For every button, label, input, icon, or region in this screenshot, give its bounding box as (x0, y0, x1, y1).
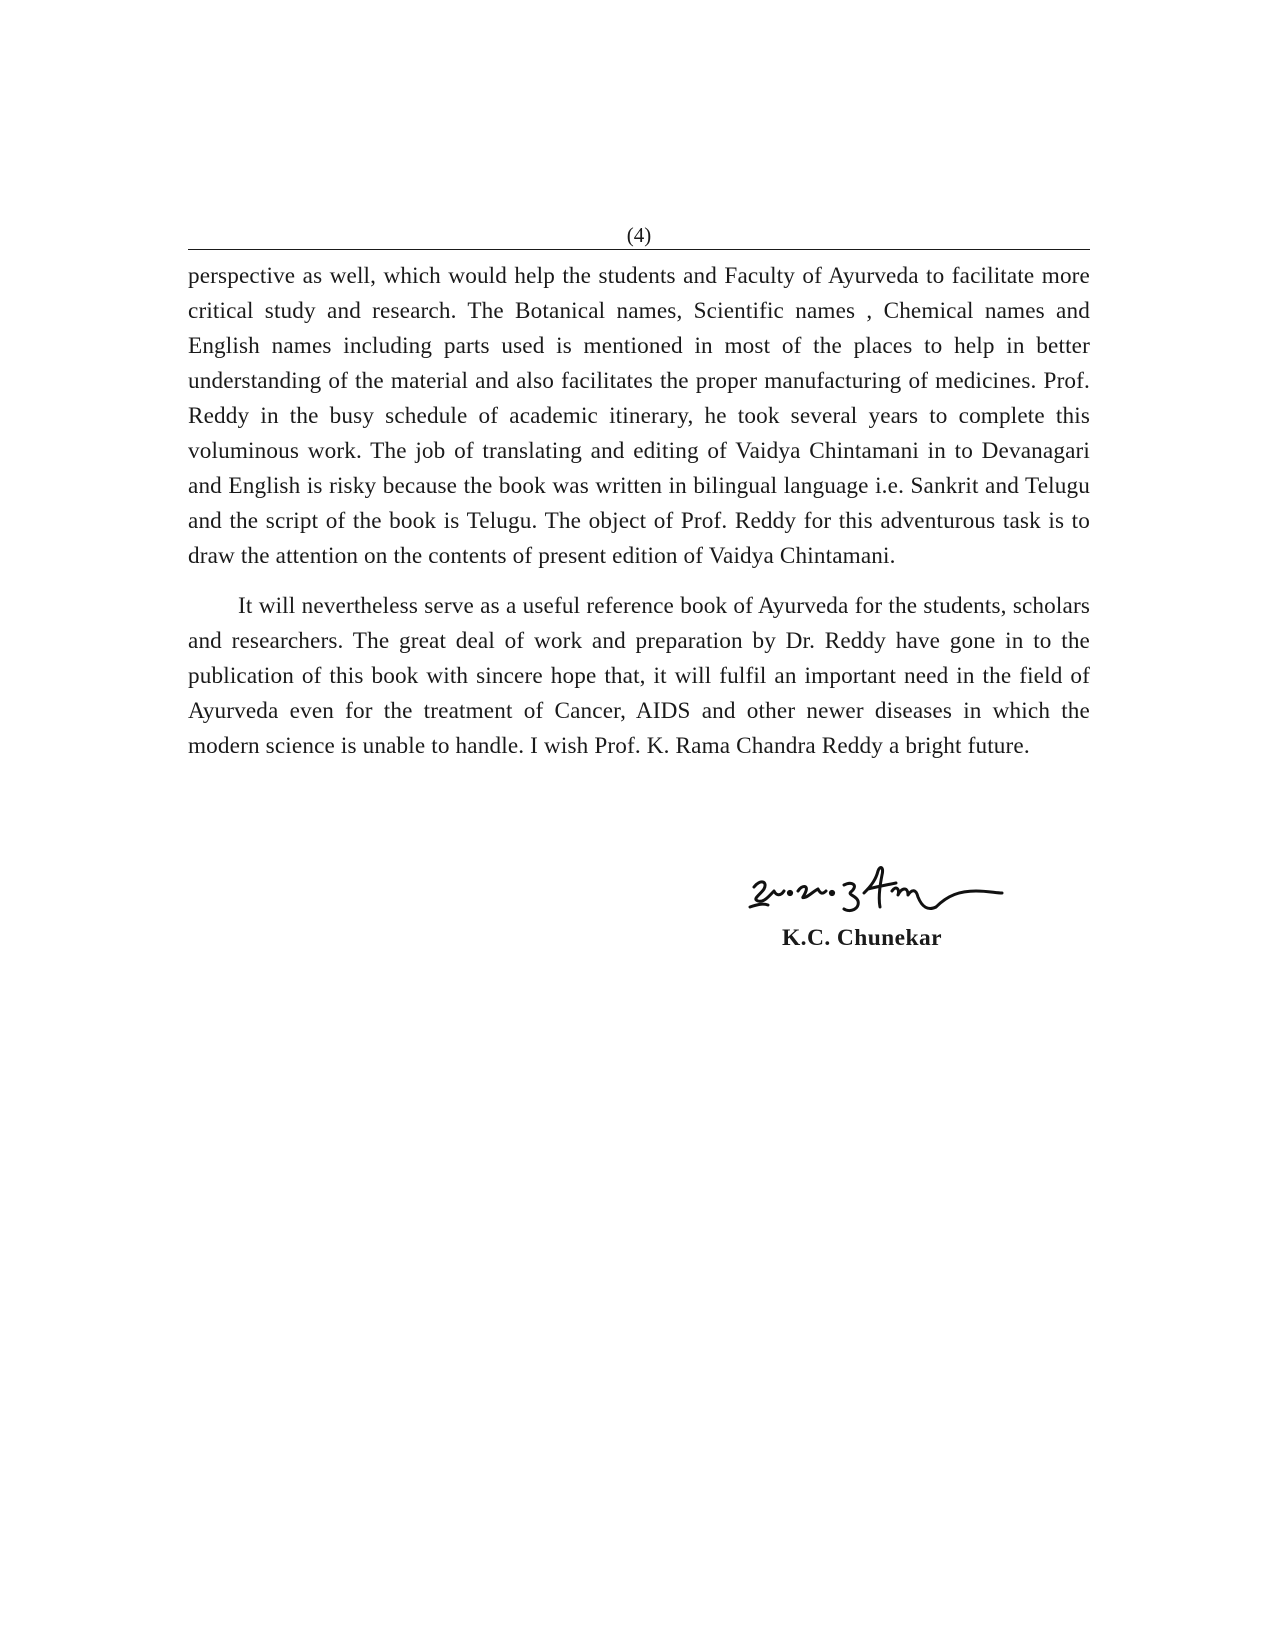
signature-block (740, 855, 1040, 965)
paragraph-1: perspective as well, which would help the students and Faculty of Ayurveda to facilitate more critical study and research. The Botanical names, Scientific names , Chemical names and English names including parts used is mentioned in most of the places to help in better understanding of the material and also facilitates the proper manufacturing of medicines. Prof. Reddy in the busy schedule of academic itinerary, he took several years to complete this voluminous work. The job of translating and editing of Vaidya Chintamani in to Devanagari and English is risky because the book was written in bilingual language i.e. Sankrit and Telugu and the script of the book is Telugu. The object of Prof. Reddy for this adventurous task is to draw the attention on the contents of present edition of Vaidya Chintamani. (188, 263, 1090, 569)
paragraph-2: It will nevertheless serve as a useful reference book of Ayurveda for the students, scholars and researchers. The great deal of work and preparation by Dr. Reddy have gone in to the publication of this book with sincere hope that, it will fulfil an important need in the field of Ayurveda even for the treatment of Cancer, AIDS and other newer diseases in which the modern science is unable to handle. I wish Prof. K. Rama Chandra Reddy a bright future. (188, 593, 1090, 759)
header-rule (188, 249, 1090, 250)
signatory-name: K.C. Chunekar (782, 925, 942, 951)
handwritten-signature-icon (740, 855, 1040, 935)
body-text (188, 259, 1090, 764)
document-page (188, 222, 1090, 764)
page-number: (4) (626, 223, 652, 247)
